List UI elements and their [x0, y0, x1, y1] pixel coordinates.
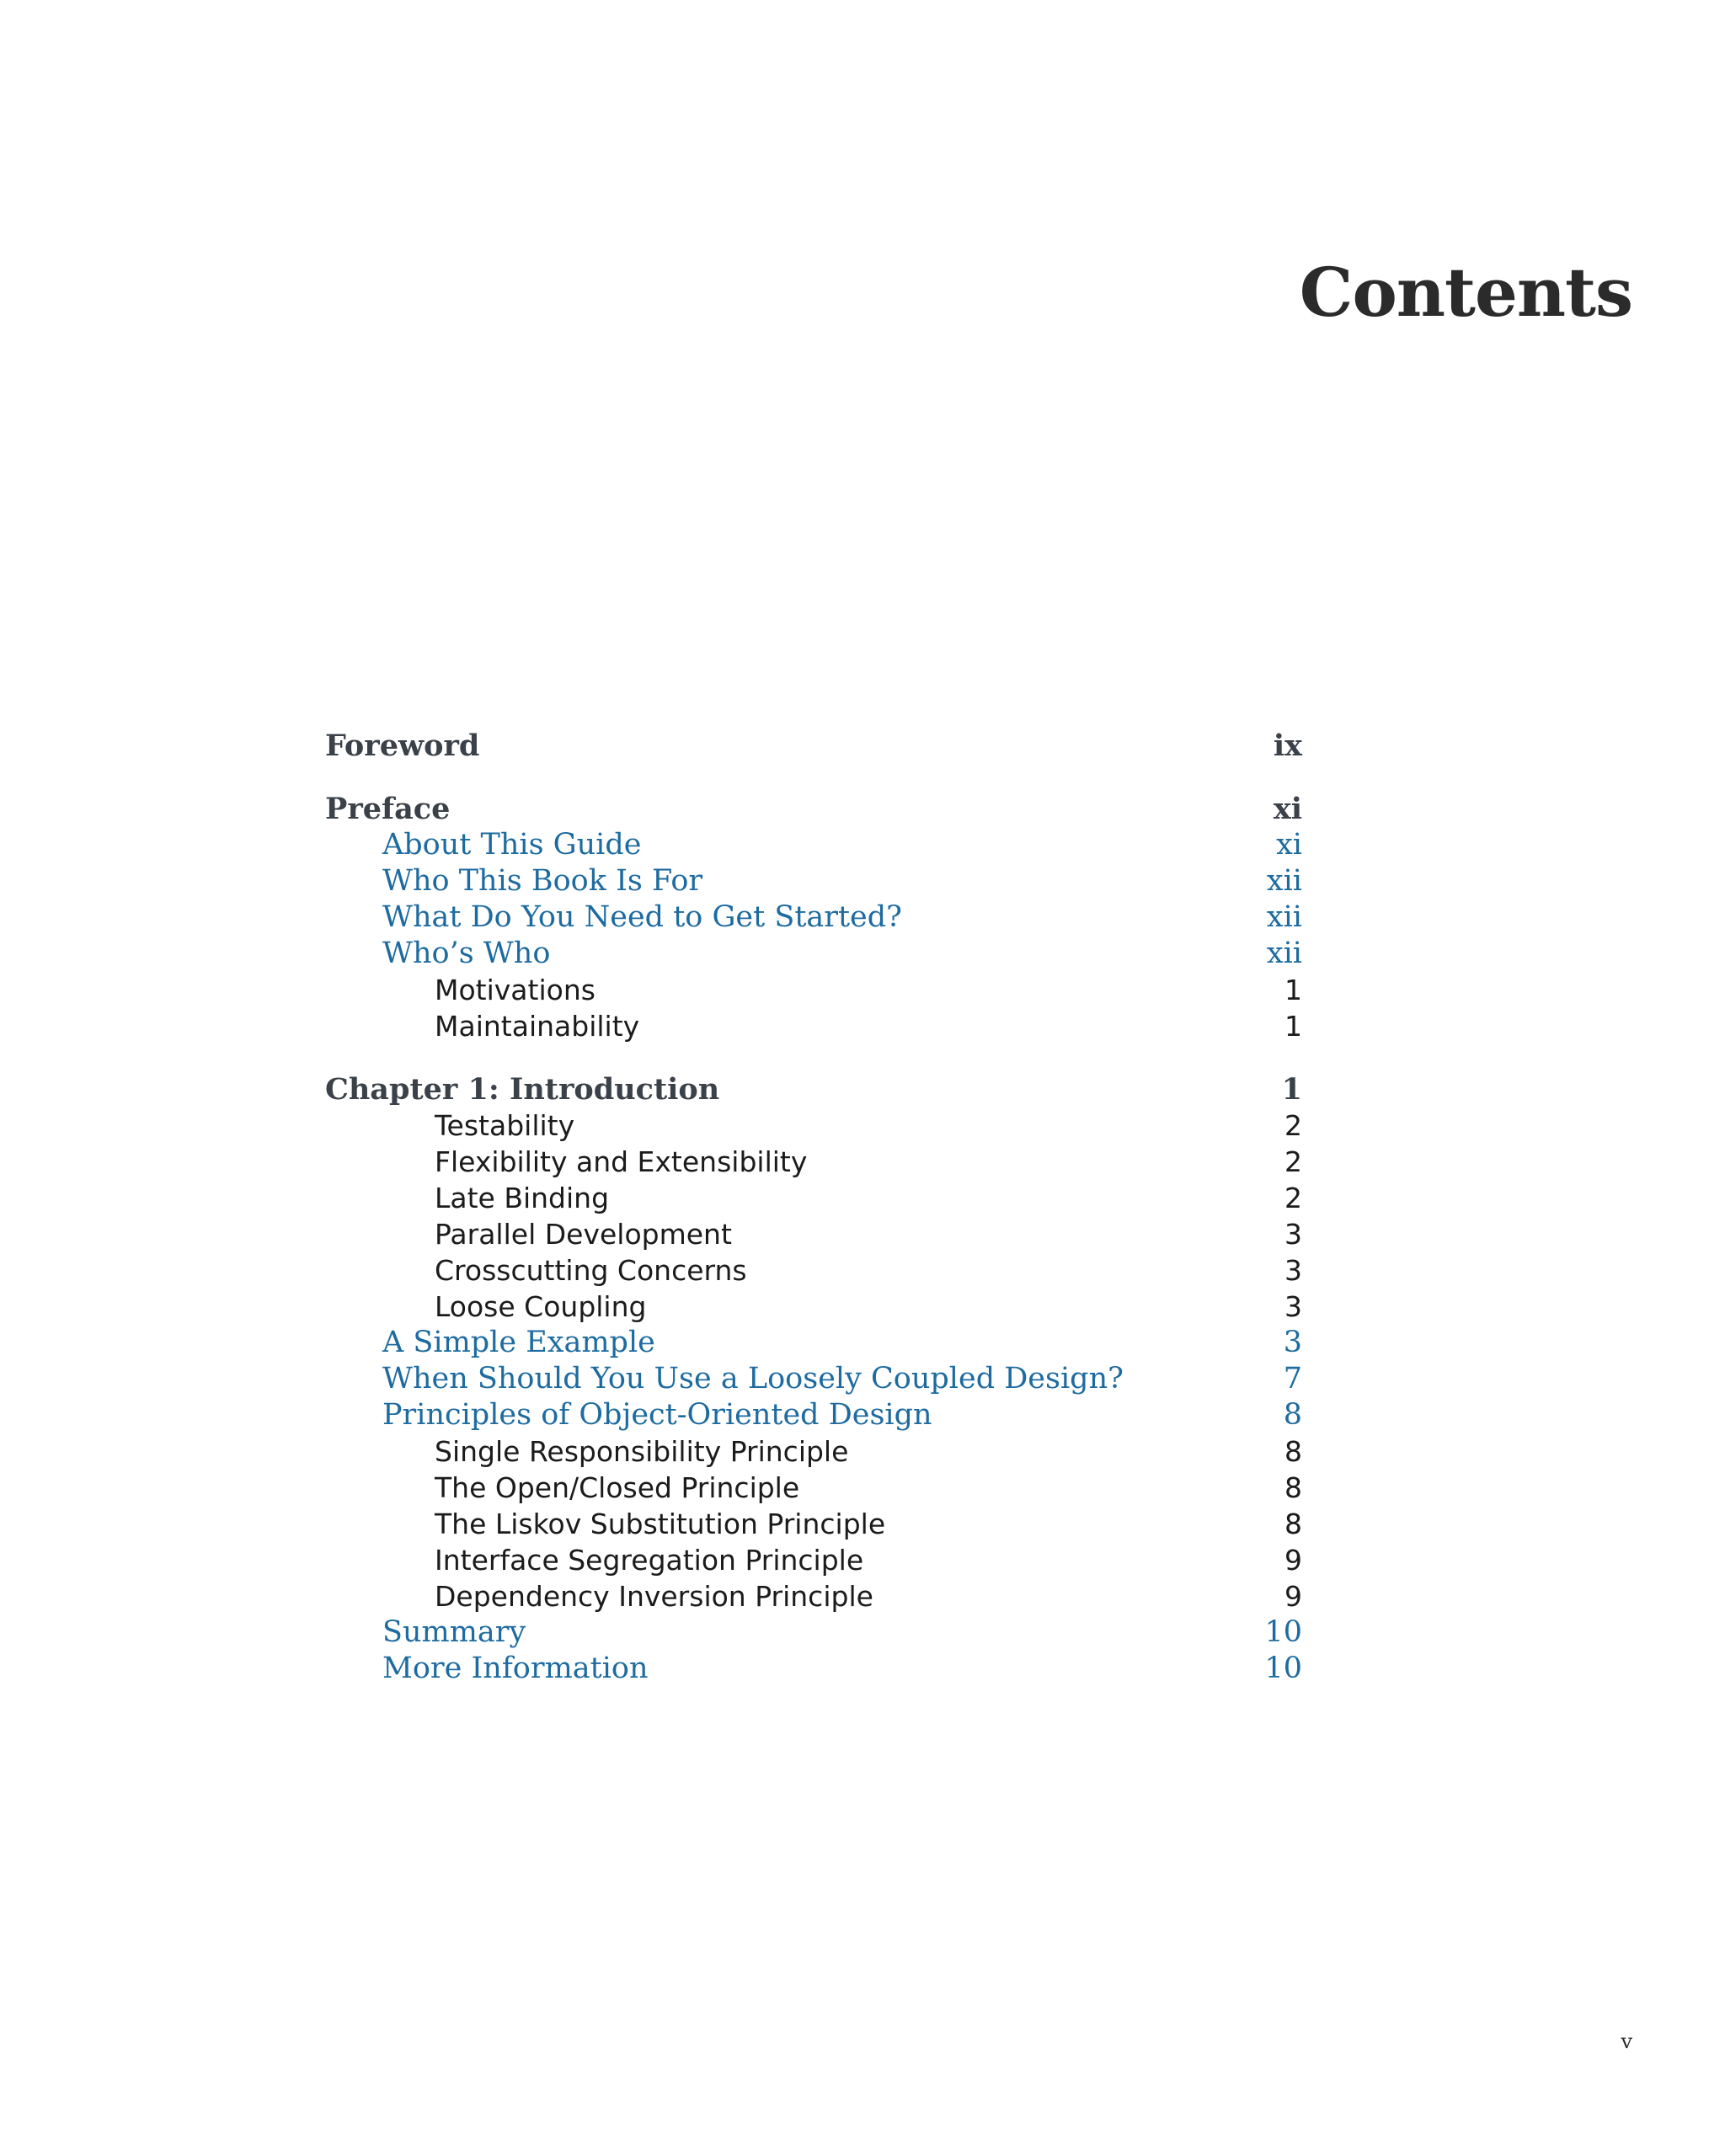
- toc-subsection[interactable]: [325, 972, 1302, 1008]
- toc-entry-title: Flexibility and Extensibility: [435, 1145, 808, 1178]
- toc-section-link[interactable]: [325, 1614, 1302, 1651]
- toc-section-link[interactable]: [325, 899, 1302, 936]
- toc-entry-title: Single Responsibility Principle: [435, 1435, 849, 1468]
- toc-entry-title: Who This Book Is For: [382, 864, 703, 898]
- toc-heading-title: Foreword: [325, 728, 480, 763]
- toc-entry-title: Loose Coupling: [435, 1290, 647, 1323]
- toc-entry-page: 7: [1283, 1362, 1302, 1396]
- toc-heading[interactable]: [325, 1071, 1302, 1107]
- toc-entry-page: 2: [1284, 1109, 1302, 1142]
- table-of-contents: [325, 728, 1302, 1714]
- toc-entry-title: Principles of Object-Oriented Design: [382, 1398, 932, 1432]
- toc-subsection[interactable]: [325, 1578, 1302, 1614]
- toc-entry-page: 3: [1283, 1326, 1302, 1359]
- toc-section-link[interactable]: [325, 863, 1302, 899]
- toc-entry-title: About This Guide: [382, 828, 642, 862]
- toc-section-link[interactable]: [325, 1651, 1302, 1687]
- toc-entry-page: 3: [1284, 1254, 1302, 1287]
- toc-entry-page: 8: [1283, 1398, 1302, 1432]
- toc-entry-page: 10: [1264, 1652, 1302, 1685]
- toc-subsection[interactable]: [325, 1433, 1302, 1470]
- toc-entry-page: 1: [1284, 1010, 1302, 1043]
- toc-subsection[interactable]: [325, 1144, 1302, 1180]
- toc-entry-page: 2: [1284, 1182, 1302, 1214]
- toc-heading[interactable]: [325, 791, 1302, 827]
- toc-heading-title: Chapter 1: Introduction: [325, 1072, 720, 1107]
- toc-entry-title: Dependency Inversion Principle: [435, 1580, 873, 1613]
- toc-subsection[interactable]: [325, 1216, 1302, 1252]
- toc-entry-title: More Information: [382, 1652, 649, 1685]
- toc-section-link[interactable]: [325, 1325, 1302, 1361]
- toc-subsection[interactable]: [325, 1289, 1302, 1325]
- toc-subsection[interactable]: [325, 1107, 1302, 1144]
- toc-entry-title: A Simple Example: [382, 1326, 655, 1359]
- toc-entry-page: 2: [1284, 1145, 1302, 1178]
- toc-entry-title: Late Binding: [435, 1182, 610, 1214]
- toc-entry-title: Interface Segregation Principle: [435, 1544, 864, 1577]
- toc-entry-page: 8: [1284, 1508, 1302, 1540]
- toc-subsection[interactable]: [325, 1180, 1302, 1216]
- toc-heading-page: 1: [1281, 1072, 1302, 1107]
- toc-section-link[interactable]: [325, 827, 1302, 863]
- toc-section: [325, 1071, 1302, 1687]
- toc-section: [325, 728, 1302, 764]
- toc-entry-page: xii: [1266, 900, 1302, 934]
- toc-subsection[interactable]: [325, 1506, 1302, 1542]
- page-number: v: [1621, 2030, 1632, 2053]
- toc-entry-title: Motivations: [435, 974, 595, 1006]
- toc-entry-page: 9: [1284, 1580, 1302, 1613]
- toc-entry-page: xii: [1266, 937, 1302, 970]
- toc-heading[interactable]: [325, 728, 1302, 764]
- toc-entry-title: Who’s Who: [382, 937, 551, 970]
- toc-entry-page: 3: [1284, 1290, 1302, 1323]
- toc-entry-page: 3: [1284, 1218, 1302, 1251]
- toc-subsection[interactable]: [325, 1252, 1302, 1289]
- toc-entry-title: The Liskov Substitution Principle: [435, 1508, 886, 1540]
- toc-section-link[interactable]: [325, 936, 1302, 972]
- toc-entry-page: 8: [1284, 1435, 1302, 1468]
- toc-entry-title: What Do You Need to Get Started?: [382, 900, 902, 934]
- toc-section: [325, 791, 1302, 1044]
- toc-section-link[interactable]: [325, 1361, 1302, 1397]
- toc-entry-title: Testability: [435, 1109, 575, 1142]
- toc-heading-title: Preface: [325, 792, 451, 826]
- toc-subsection[interactable]: [325, 1542, 1302, 1578]
- toc-entry-page: xii: [1266, 864, 1302, 898]
- toc-entry-page: 8: [1284, 1471, 1302, 1504]
- page-title: Contents: [1299, 253, 1632, 332]
- toc-entry-title: Crosscutting Concerns: [435, 1254, 747, 1287]
- toc-entry-page: xi: [1276, 828, 1302, 862]
- toc-heading-page: xi: [1273, 792, 1302, 826]
- toc-entry-title: The Open/Closed Principle: [435, 1471, 800, 1504]
- toc-entry-title: Parallel Development: [435, 1218, 732, 1251]
- toc-entry-title: When Should You Use a Loosely Coupled Design?: [382, 1362, 1124, 1396]
- toc-heading-page: ix: [1273, 728, 1302, 763]
- toc-entry-title: Summary: [382, 1615, 526, 1649]
- toc-entry-page: 9: [1284, 1544, 1302, 1577]
- toc-entry-page: 10: [1264, 1615, 1302, 1649]
- toc-subsection[interactable]: [325, 1008, 1302, 1044]
- toc-subsection[interactable]: [325, 1470, 1302, 1506]
- toc-section-link[interactable]: [325, 1397, 1302, 1433]
- toc-entry-page: 1: [1284, 974, 1302, 1006]
- toc-entry-title: Maintainability: [435, 1010, 640, 1043]
